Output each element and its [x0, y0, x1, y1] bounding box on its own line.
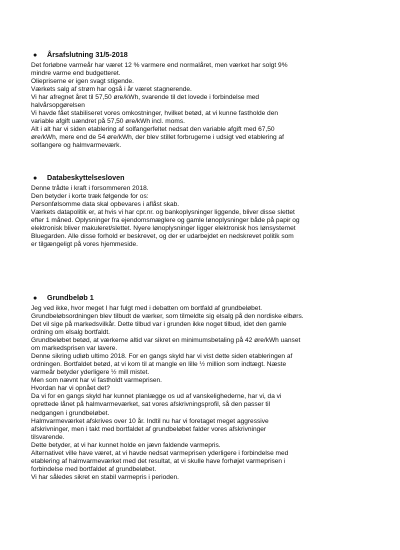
section-heading-text: Databeskyttelsesloven [47, 172, 125, 182]
paragraph-line: Denne sikring udløb ultimo 2018. For en gangs skyld har vi vist dette siden etableringen af [31, 353, 293, 361]
section-body [31, 62, 376, 151]
paragraph-line: elektronisk bliver makuleret/slettet. Nyere lønoplysninger ligger elektronisk hos lønsystemet [31, 224, 296, 232]
paragraph-line: Vi har således sikret en stabil varmepris i perioden. [31, 473, 179, 481]
paragraph-line: Alt i alt har vi siden etablering af solfangerfeltet nedsat den variable afgift med 67,50 [31, 126, 275, 134]
document-page [31, 40, 376, 482]
paragraph-line: efter 1 måned. Oplysninger fra ejendomsmæglere og gamle lønoplysninger både på papir og [31, 216, 300, 224]
bullet-icon: ● [33, 52, 38, 59]
paragraph-line: Halmvarmeværket afskrives over 10 år. Indtil nu har vi foretaget meget aggressive [31, 417, 269, 425]
section-heading [31, 293, 376, 303]
paragraph-line: forbindelse med bortfaldet af grundbeløbet. [31, 465, 157, 473]
bullet-icon: ● [33, 174, 38, 182]
paragraph-line: Værkets datapolitik er, at hvis vi har cpr.nr. og bankoplysninger liggende, bliver disse slettet [31, 208, 295, 216]
paragraph-line: ordning om elsalg bortfaldt. [31, 329, 110, 337]
paragraph-line: mindre varme end budgetteret. [31, 70, 121, 78]
paragraph-line: Vi havde fået stabiliseret vores omkostninger, hvilket betød, at vi kunne fastholde den [31, 110, 278, 118]
paragraph-line: varmeår betyder yderligere ½ mill mistet. [31, 369, 150, 377]
paragraph-line: Alternativet ville have været, at vi havde nedsat varmeprisen yderligere i forbindelse med [31, 449, 289, 457]
paragraph-line: halvårsopgørelsen [31, 102, 85, 110]
paragraph-line: etablering af halmvarmeværket med det resultat, at vi skulle have forhøjet varmeprisen i [31, 457, 286, 465]
paragraph-line: afskrivninger, men i takt med bortfaldet af grundbeløbet falder vores afskrivninger [31, 425, 267, 433]
paragraph-line: Dette betyder, at vi har kunnet holde en jævn faldende varmepris. [31, 441, 221, 449]
paragraph-line: er tilgængeligt på vores hjemmeside. [31, 240, 138, 248]
section-heading [31, 173, 376, 183]
paragraph-line: tilsvarende. [31, 433, 65, 441]
paragraph-line: Den betyder i korte træk følgende for os: [31, 192, 149, 200]
section-body [31, 305, 376, 482]
paragraph-line: Personfølsomme data skal opbevares i aflåst skab. [31, 200, 180, 208]
section-grundbeloeb [31, 293, 376, 482]
paragraph-line: Værkets salg af strøm har også i år været stagnerende. [31, 86, 192, 94]
paragraph-line: øre/kWh, mere end de 54 øre/kWh, der blev stillet forbrugerne i udsigt ved etablering af [31, 134, 284, 142]
paragraph-line: variable afgift uændret på 57,50 øre/kWh incl. moms. [31, 118, 185, 126]
paragraph-line: ordningen. Bortfaldet betød, at vi kom til at mangle en lille ½ million som indtægt. Næste [31, 361, 287, 369]
paragraph-line: Grundbeløbsordningen blev tilbudt de værker, som tilmeldte sig elsalg på den nordiske elbørs. [31, 312, 304, 320]
paragraph-line: Men som nævnt har vi fastholdt varmeprisen. [31, 377, 162, 385]
bullet-icon: ● [33, 294, 38, 302]
paragraph-line: Vi har afregnet året til 57,50 øre/kWh, svarende til det lovede i forbindelse med [31, 94, 260, 102]
paragraph-line: oprettede lånet på halmvarmeværket, sat vores afskrivningsprofil, så den passer til [31, 401, 271, 409]
paragraph-line: Denne trådte i kraft i forsommeren 2018. [31, 184, 149, 192]
paragraph-line: Da vi for en gangs skyld har kunnet planlægge os ud af vanskelighederne, har vi, da vi [31, 393, 282, 401]
paragraph-line: Oliepriserne er igen svagt stigende. [31, 78, 134, 86]
paragraph-line: Det vil sige på markedsvilkår. Dette tilbud var i grunden ikke noget tilbud, idet den gamle [31, 320, 287, 328]
section-databeskyttelsesloven [31, 173, 376, 249]
paragraph-line: solfangere og halmvarmeværk. [31, 142, 122, 150]
section-aarsafslutning [31, 50, 376, 151]
section-heading [31, 50, 376, 60]
paragraph-line: Grundbeløbet betød, at værkerne altid var sikret en minimumsbetaling på 42 øre/kWh uanset [31, 337, 301, 345]
paragraph-line: Bluegarden. Alle disse forhold er beskrevet, og der er udarbejdet en nedskrevet politik som [31, 232, 294, 240]
paragraph-line: nedgangen i grundbeløbet. [31, 409, 110, 417]
paragraph-line: om markedsprisen var lavere. [31, 345, 118, 353]
paragraph-line: Jeg ved ikke, hvor meget I har fulgt med i debatten om bortfald af grundbeløbet. [31, 304, 263, 312]
paragraph-line: Hvordan har vi opnået det? [31, 385, 110, 393]
section-heading-text: Grundbeløb 1 [47, 292, 94, 302]
section-body [31, 185, 376, 249]
paragraph-line: Det forløbne varmeår har været 12 % varmere end normalåret, men værket har solgt 9% [31, 62, 288, 69]
section-heading-text: Årsafslutning 31/5-2018 [47, 50, 128, 59]
